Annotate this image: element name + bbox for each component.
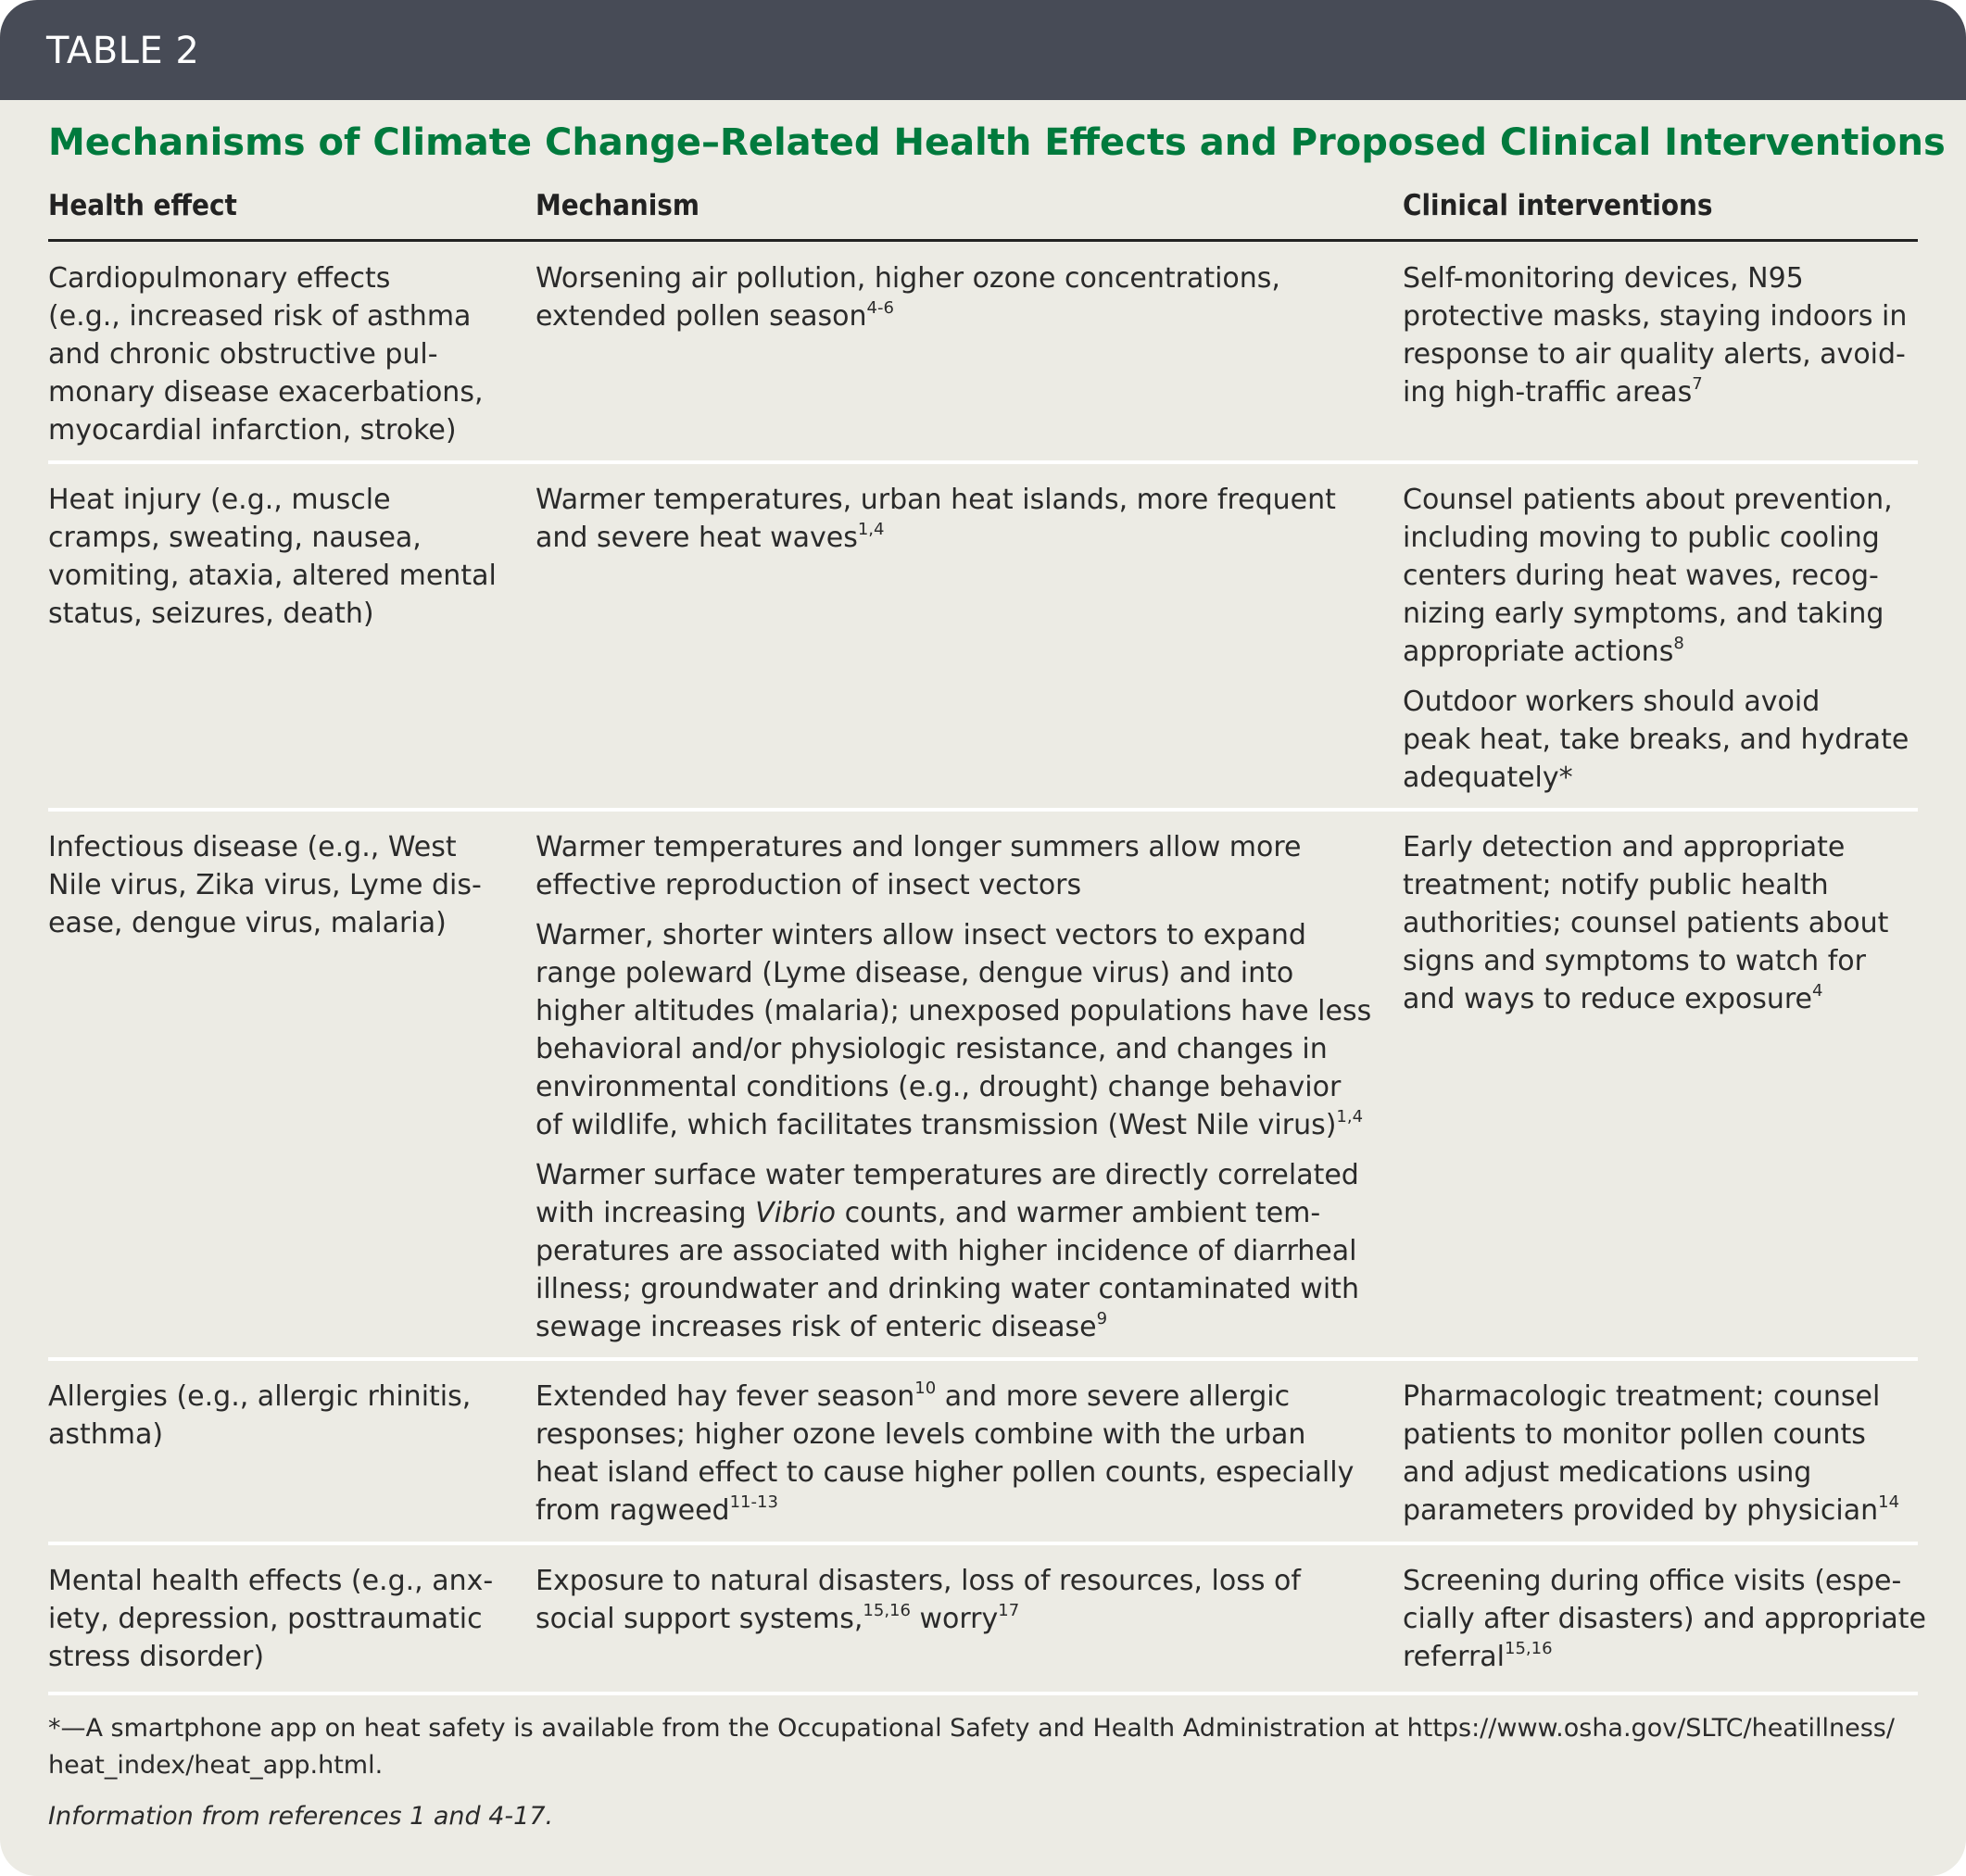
table-row-2-mechanism: Warmer temperatures, urban heat islands, more frequent and severe heat waves$^{1,4}$ — [536, 484, 1336, 554]
table-row-4-health-effect: Allergies (e.g., allergic rhinitis, asthma) — [48, 1380, 472, 1451]
reference-superscript: 9 — [1096, 1309, 1108, 1329]
reference-superscript: 10 — [914, 1379, 937, 1399]
column-header-clinical-interventions: Clinical interventions — [1403, 189, 1713, 222]
reference-superscript: 15,16 — [1505, 1639, 1553, 1659]
table-row-3-health-effect: Infectious disease (e.g., West Nile virus, Zika virus, Lyme dis- ease, dengue virus, malaria) — [48, 831, 482, 939]
reference-superscript: 4-6 — [866, 298, 894, 319]
table-header-bar — [0, 0, 1966, 100]
table-row-3-mechanism: Warmer temperatures and longer summers allow more effective reproduction of insect vectors Warmer, shorter winters allow insect vectors to expand range poleward (Lyme disease, dengue virus) and into higher altitudes (malaria); unexposed populations have less behavioral and/or physiologic resistance, and changes in environmental conditions (e.g., drought) change behavior of wildlife, which facilitates transmission (West Nile virus)$^{1,4}$ Warmer surface water temperatures are directly correlated with increasing Vibrio counts, and warmer ambient tem- peratures are associated with higher incidence of diarrheal illness; groundwater and drinking water contaminated with sewage increases risk of enteric disease$^9$ — [536, 831, 1372, 1343]
table-row-3-interventions: Early detection and appropriate treatment; notify public health authorities; counsel patients about signs and symptoms to watch for and ways to reduce exposure$^4$ — [1403, 831, 1889, 1015]
table-row-5-health-effect: Mental health effects (e.g., anx- iety, depression, posttraumatic stress disorder) — [48, 1565, 494, 1673]
row-divider — [48, 1357, 1918, 1361]
table-row-1-health-effect: Cardiopulmonary effects (e.g., increased risk of asthma and chronic obstructive pul- monary disease exacerbations, myocardial infarction, stroke) — [48, 262, 484, 447]
table-row-5-mechanism: Exposure to natural disasters, loss of resources, loss of social support systems,$^{15,16}$ worry$^{17}$ — [536, 1565, 1301, 1635]
table-row-2-health-effect: Heat injury (e.g., muscle cramps, sweating, nausea, vomiting, ataxia, altered mental status, seizures, death) — [48, 484, 497, 630]
row-divider — [48, 460, 1918, 464]
reference-superscript: 11-13 — [729, 1492, 778, 1513]
footnote-source: Information from references 1 and 4-17. — [48, 1802, 554, 1831]
table-row-2-interventions: Counsel patients about prevention, including moving to public cooling centers during heat waves, recog- nizing early symptoms, and taking appropriate actions$^8$ Outdoor workers should avoid peak heat, take breaks, and hydrate adequately* — [1403, 484, 1909, 794]
row-divider — [48, 1542, 1918, 1545]
table-row-4-mechanism: Extended hay fever season$^{10}$ and more severe allergic responses; higher ozone levels combine with the urban heat island effect to cause higher pollen counts, especially from ragweed$^{11-13}$ — [536, 1379, 1355, 1527]
table-row-1-interventions: Self-monitoring devices, N95 protective masks, staying indoors in response to air quality alerts, avoid- ing high-traffic areas$^7$ — [1403, 262, 1908, 409]
column-header-health-effect: Health effect — [48, 189, 237, 222]
footnote-heat-app: *—A smartphone app on heat safety is available from the Occupational Safety and Health Administration at https://www.osha.gov/SLTC/heatillness/ heat_index/heat_app.html. — [48, 1714, 1895, 1780]
table-row-1-mechanism: Worsening air pollution, higher ozone concentrations, extended pollen season$^{4-6}$ — [536, 262, 1280, 333]
reference-superscript: 14 — [1878, 1492, 1900, 1513]
organism-name: Vibrio — [755, 1197, 837, 1229]
table-label: TABLE 2 — [46, 30, 200, 72]
table-row-4-interventions: Pharmacologic treatment; counsel patients to monitor pollen counts and adjust medications using parameters provided by physician$^{14}$ — [1403, 1380, 1900, 1527]
reference-superscript: 15,16 — [863, 1601, 911, 1621]
column-header-mechanism: Mechanism — [536, 189, 699, 222]
row-divider — [48, 808, 1918, 812]
reference-superscript: 4 — [1812, 981, 1823, 1001]
header-divider — [48, 239, 1918, 242]
reference-superscript: 7 — [1692, 374, 1703, 395]
reference-superscript: 1,4 — [857, 520, 885, 540]
table-title: Mechanisms of Climate Change–Related Health Effects and Proposed Clinical Interventions — [48, 121, 1946, 164]
reference-superscript: 17 — [998, 1601, 1020, 1621]
reference-superscript: 8 — [1673, 634, 1684, 654]
reference-superscript: 1,4 — [1336, 1107, 1364, 1127]
row-divider — [48, 1692, 1918, 1695]
table-row-5-interventions: Screening during office visits (espe- cially after disasters) and appropriate referral$^{15,16}$ — [1403, 1565, 1926, 1673]
